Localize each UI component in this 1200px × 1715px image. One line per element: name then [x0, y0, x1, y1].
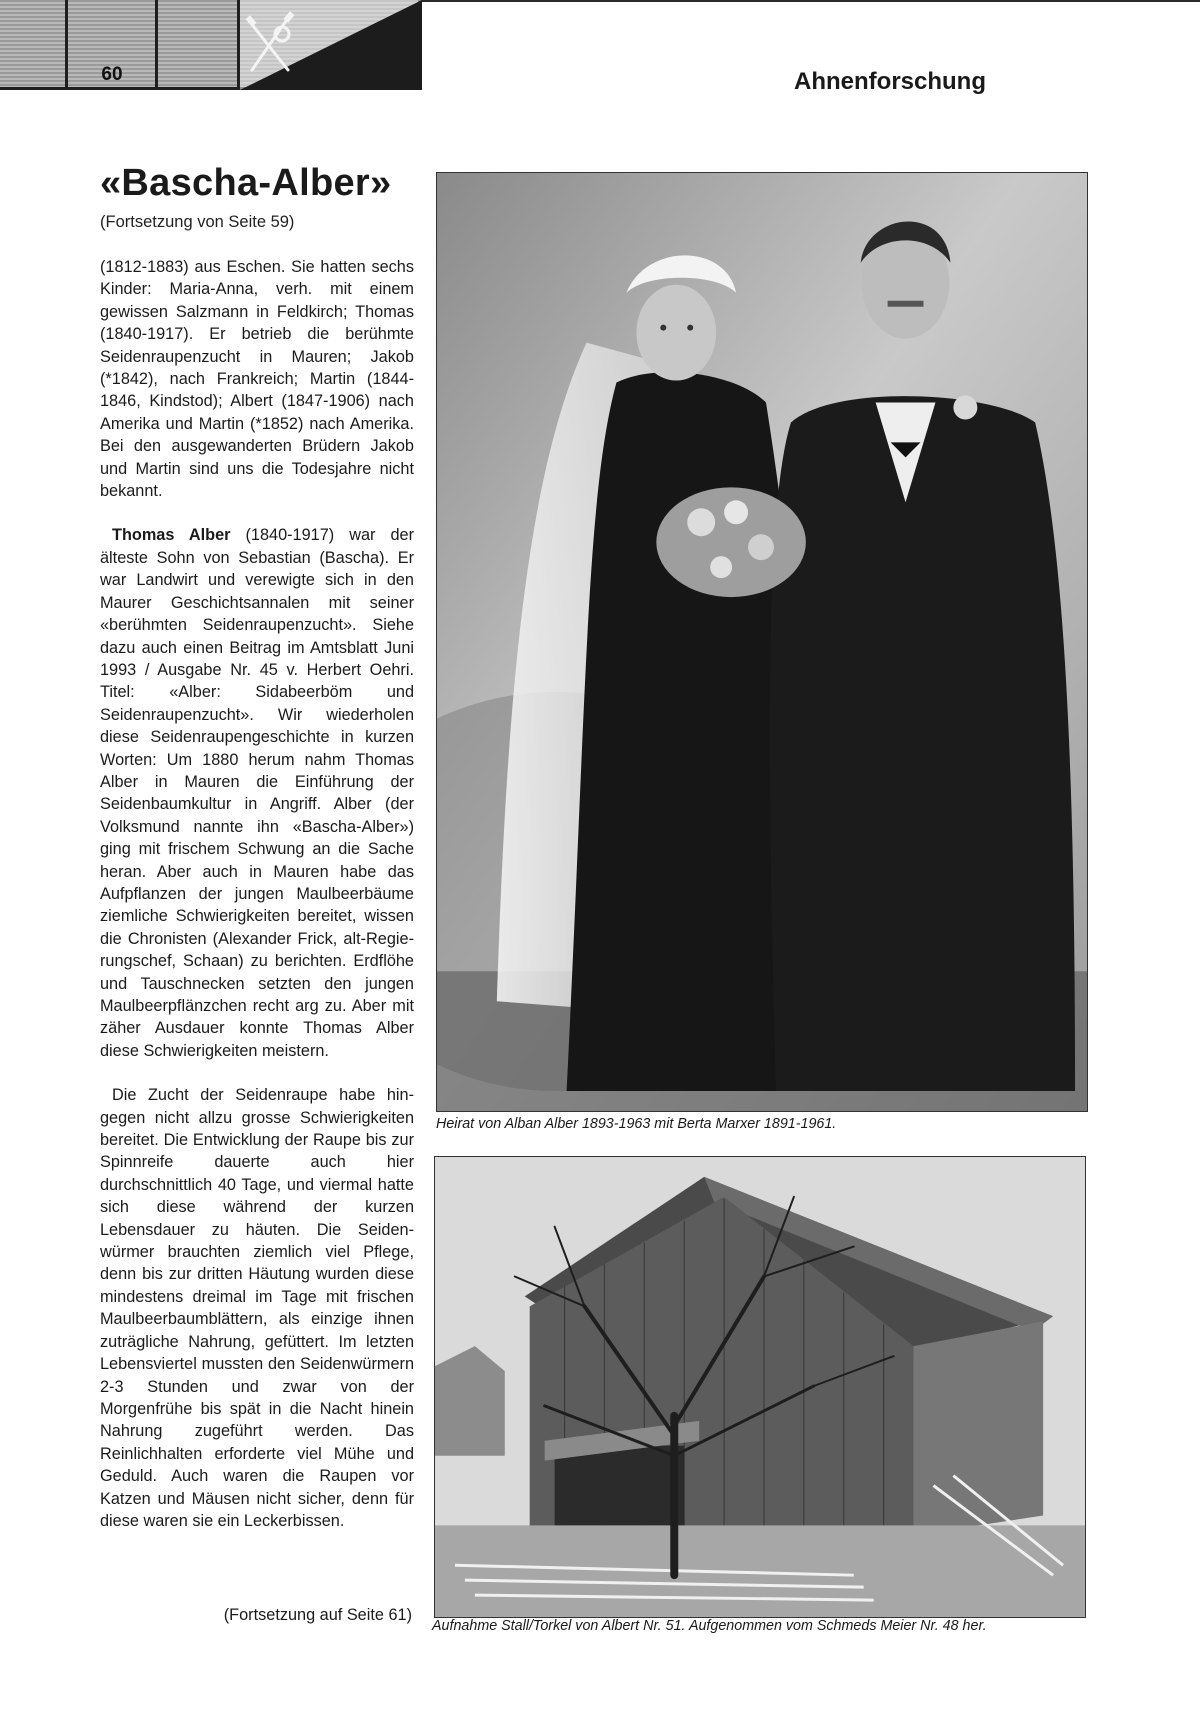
coat-of-arms-icon	[240, 0, 422, 90]
paragraph: (1812-1883) aus Eschen. Sie hatten sechs Kinder: Maria-Anna, verh. mit einem gewissen Salzmann in Feldkirch; Thomas (1840-1917). Er betrieb die berühmte Seidenraupenzucht in Mauren; Jakob (*1842), nach Frankreich; Martin (1844-1846, Kindstod); Albert (1847-1906) nach Amerika und Martin (*1852) nach Amerika. Bei den ausgewanderten Brüdern Jakob und Martin sind uns die Todesjahre nicht bekannt.	[100, 258, 414, 501]
person-name: Thomas Alber	[112, 526, 231, 545]
section-title: Ahnenforschung	[794, 68, 986, 95]
article-title: «Bascha-Alber»	[100, 162, 392, 204]
paragraph	[100, 524, 414, 1062]
top-rule	[422, 0, 1200, 2]
wedding-photo	[436, 172, 1088, 1112]
page-number: 60	[101, 64, 123, 85]
paragraph: Die Zucht der Seidenraupe habe hingegen nicht allzu grosse Schwierigkeiten bereitet. Die Entwicklung der Raupe bis zur Spinnreife dauerte auch hier durchschnittlich 40 Tage, und viermal hatte sich diese während der kurzen Lebensdauer zu häuten. Die Seidenwürmer brauchten ziemlich viel Pflege, denn bis zur dritten Häutung wurden diese mindestens dreimal im Tage mit frischen Maulbeerbaumblättern, als einzige ihnen zuträgliche Nahrung, gefüttert. Im letzten Lebensviertel mussten den Seidenwürmern 2-3 Stunden und zwar von der Morgenfrühe bis spät in die Nacht hinein Nahrung zugeführt werden. Das Reinlichhalten erforderte viel Mühe und Geduld. Auch waren die Raupen vor Katzen und Mäusen nicht sicher, denn für diese waren sie ein Leckerbissen.	[100, 1086, 414, 1530]
article-body	[100, 256, 414, 1532]
header-cell	[0, 0, 68, 90]
paragraph-text: (1840-1917) war der älteste Sohn von Sebastian (Bascha). Er war Landwirt und verewigte sich in den Maurer Geschichtsannalen mit seiner «berühmten Seidenraupenzucht». Siehe dazu auch einen Beitrag im Amtsblatt Juni 1993 / Ausgabe Nr. 45 v. Herbert Oehri. Titel: «Alber: Sidabeerböm und Seidenraupenzucht». Wir wiederholen diese Seidenraupengeschichte in kurzen Worten: Um 1880 herum nahm Thomas Alber in Mauren die Einführung der Seidenbaumkultur in Angriff. Alber (der Volksmund nannte ihn «Bascha-Alber») ging mit frischem Schwung an die Sache heran. Aber auch in Mauren habe das Aufpflanzen der jungen Maulbeerbäume ziemliche Schwierigkeiten bereitet, wissen die Chronisten (Alexander Frick, alt-Regierungschef, Schaan) zu berichten. Erdflöhe und Tauschnecken setzten den jungen Maulbeerpflänzchen recht arg zu. Aber mit zäher Ausdauer konnte Thomas Alber diese Schwierigkeiten meistern.	[100, 526, 414, 1060]
continued-on-note: (Fortsetzung auf Seite 61)	[223, 1606, 412, 1624]
continued-from-note: (Fortsetzung von Seite 59)	[100, 213, 295, 231]
header-cell	[158, 0, 240, 90]
wedding-caption: Heirat von Alban Alber 1893-1963 mit Berta Marxer 1891-1961.	[436, 1116, 837, 1132]
barn-caption: Aufnahme Stall/Torkel von Albert Nr. 51. Aufgenommen vom Schmeds Meier Nr. 48 her.	[432, 1618, 987, 1634]
barn-photo	[434, 1156, 1086, 1618]
